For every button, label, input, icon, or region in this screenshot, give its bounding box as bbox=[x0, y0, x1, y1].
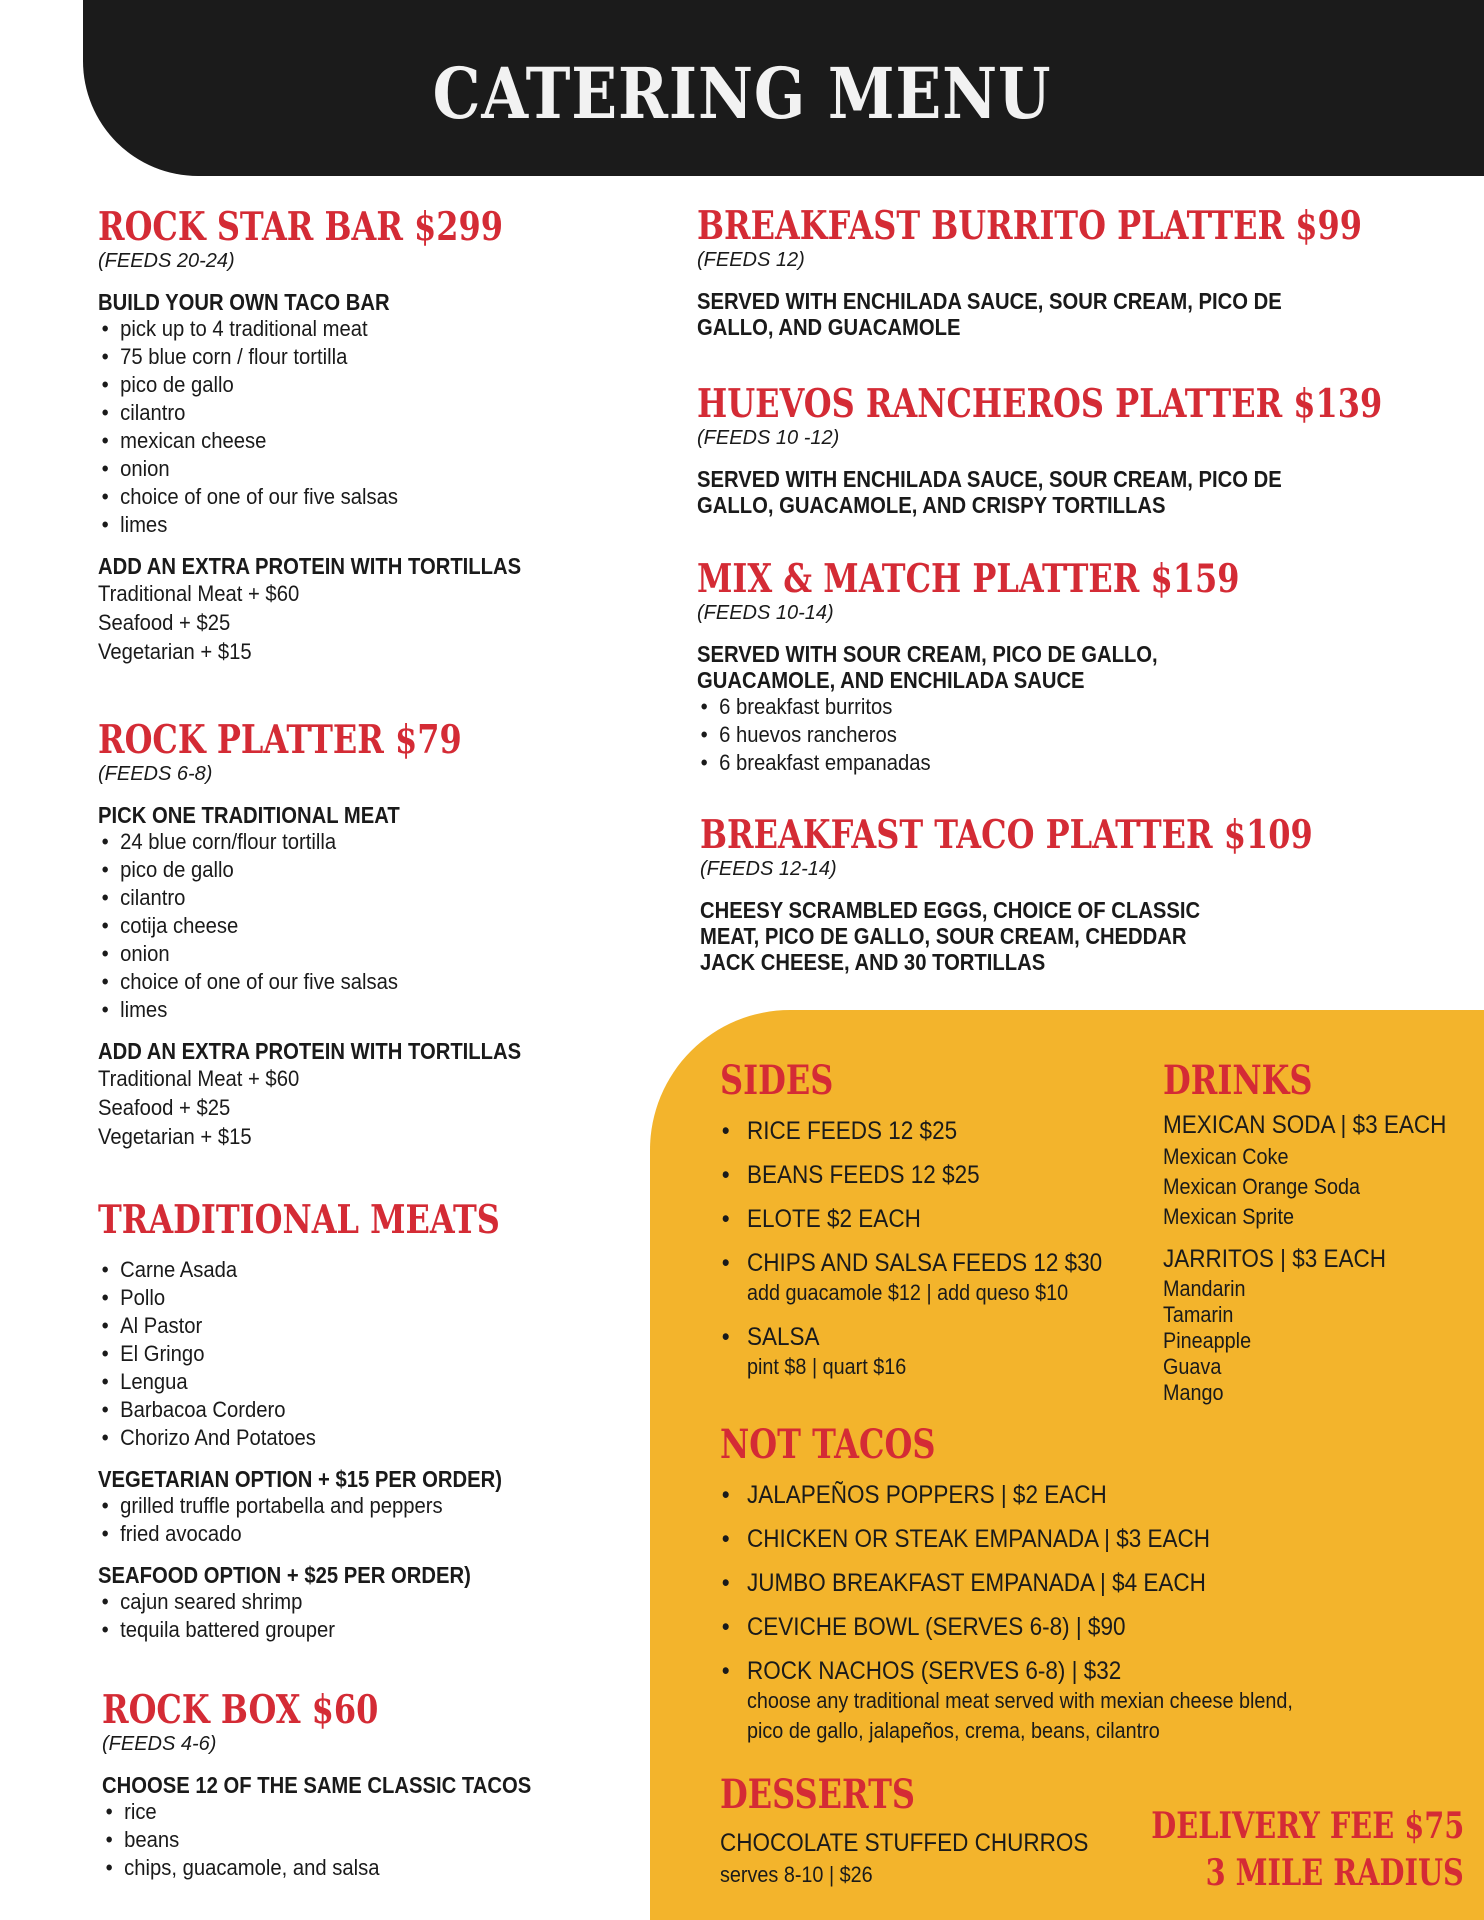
not-tacos-items bbox=[720, 1480, 1460, 1746]
rock-star-bar-items bbox=[98, 315, 638, 539]
list-item: • pico de gallo bbox=[98, 371, 595, 399]
list-item: • pick up to 4 traditional meat bbox=[98, 315, 595, 343]
delivery-fee-line1: DELIVERY FEE $75 bbox=[1150, 1805, 1464, 1847]
side-label: ELOTE $2 EACH bbox=[747, 1205, 921, 1233]
mix-match-section bbox=[697, 557, 1457, 791]
list-item: • onion bbox=[98, 940, 595, 968]
extra-line: Seafood + $25 bbox=[98, 1095, 231, 1120]
list-item: • 6 breakfast empanadas bbox=[697, 749, 1396, 777]
list-item: • beans bbox=[102, 1826, 599, 1854]
desserts-section bbox=[720, 1772, 1120, 1890]
list-item: • 6 breakfast burritos bbox=[697, 693, 1396, 721]
list-item bbox=[720, 1656, 1386, 1746]
mexican-soda-heading: MEXICAN SODA | $3 EACH bbox=[1163, 1111, 1447, 1139]
extra-line: Traditional Meat + $60 bbox=[98, 1066, 300, 1091]
list-item: • cajun seared shrimp bbox=[98, 1588, 595, 1616]
huevos-rancheros-section bbox=[697, 382, 1457, 518]
extra-line: Vegetarian + $15 bbox=[98, 1124, 252, 1149]
rock-box-section bbox=[102, 1688, 642, 1896]
drink-item: Mexican Sprite bbox=[1163, 1204, 1294, 1229]
dessert-item: CHOCOLATE STUFFED CHURROS bbox=[720, 1829, 1089, 1857]
list-item: • tequila battered grouper bbox=[98, 1616, 595, 1644]
traditional-meats-items bbox=[98, 1256, 638, 1452]
sides-section bbox=[720, 1058, 1160, 1396]
list-item bbox=[720, 1524, 1386, 1554]
extra-line: Traditional Meat + $60 bbox=[98, 581, 300, 606]
list-item bbox=[720, 1116, 1116, 1146]
breakfast-taco-feeds: (FEEDS 12-14) bbox=[700, 858, 837, 880]
drink-item: Mexican Coke bbox=[1163, 1144, 1289, 1169]
side-sub: pint $8 | quart $16 bbox=[747, 1354, 907, 1379]
list-item: • choice of one of our five salsas bbox=[98, 968, 595, 996]
rock-platter-items bbox=[98, 828, 638, 1024]
rock-platter-section bbox=[98, 718, 638, 1151]
list-item: • limes bbox=[98, 511, 595, 539]
header-banner bbox=[83, 0, 1484, 176]
list-item bbox=[720, 1248, 1116, 1308]
list-item: • pico de gallo bbox=[98, 856, 595, 884]
list-item: • mexican cheese bbox=[98, 427, 595, 455]
list-item bbox=[720, 1480, 1386, 1510]
breakfast-taco-desc: MEAT, PICO DE GALLO, SOUR CREAM, CHEDDAR bbox=[700, 923, 1187, 949]
side-label: BEANS FEEDS 12 $25 bbox=[747, 1161, 980, 1189]
not-tacos-title: NOT TACOS bbox=[720, 1421, 936, 1468]
seafood-option-heading: SEAFOOD OPTION + $25 PER ORDER) bbox=[98, 1562, 471, 1588]
not-taco-label: JUMBO BREAKFAST EMPANADA | $4 EACH bbox=[747, 1569, 1206, 1597]
list-item: • Al Pastor bbox=[98, 1312, 595, 1340]
rock-star-bar-section bbox=[98, 205, 638, 666]
dessert-sub: serves 8-10 | $26 bbox=[720, 1862, 873, 1887]
list-item: • 75 blue corn / flour tortilla bbox=[98, 343, 595, 371]
rock-star-bar-subtitle: BUILD YOUR OWN TACO BAR bbox=[98, 289, 390, 315]
rock-platter-subtitle: PICK ONE TRADITIONAL MEAT bbox=[98, 802, 400, 828]
breakfast-burrito-section bbox=[697, 204, 1457, 340]
mix-match-desc: SERVED WITH SOUR CREAM, PICO DE GALLO, bbox=[697, 641, 1158, 667]
not-taco-label: CEVICHE BOWL (SERVES 6-8) | $90 bbox=[747, 1613, 1126, 1641]
list-item bbox=[720, 1612, 1386, 1642]
list-item: • limes bbox=[98, 996, 595, 1024]
list-item: • choice of one of our five salsas bbox=[98, 483, 595, 511]
rock-box-subtitle: CHOOSE 12 OF THE SAME CLASSIC TACOS bbox=[102, 1772, 532, 1798]
list-item: • onion bbox=[98, 455, 595, 483]
breakfast-burrito-title: BREAKFAST BURRITO PLATTER $99 bbox=[697, 203, 1362, 249]
not-taco-label: CHICKEN OR STEAK EMPANADA | $3 EACH bbox=[747, 1525, 1211, 1553]
list-item: • chips, guacamole, and salsa bbox=[102, 1854, 599, 1882]
mix-match-items bbox=[697, 693, 1457, 777]
vegetarian-option-heading: VEGETARIAN OPTION + $15 PER ORDER) bbox=[98, 1466, 502, 1492]
list-item: • rice bbox=[102, 1798, 599, 1826]
list-item: • Lengua bbox=[98, 1368, 595, 1396]
list-item: • Barbacoa Cordero bbox=[98, 1396, 595, 1424]
side-label: RICE FEEDS 12 $25 bbox=[747, 1117, 958, 1145]
breakfast-burrito-desc: SERVED WITH ENCHILADA SAUCE, SOUR CREAM, PICO DE bbox=[697, 288, 1282, 314]
drink-item: Mandarin bbox=[1163, 1276, 1246, 1301]
rock-star-bar-feeds: (FEEDS 20-24) bbox=[98, 250, 235, 272]
huevos-rancheros-feeds: (FEEDS 10 -12) bbox=[697, 427, 840, 449]
list-item: • cotija cheese bbox=[98, 912, 595, 940]
rock-platter-title: ROCK PLATTER $79 bbox=[98, 717, 462, 763]
not-tacos-section bbox=[720, 1422, 1460, 1760]
rock-platter-extra-heading: ADD AN EXTRA PROTEIN WITH TORTILLAS bbox=[98, 1038, 522, 1064]
traditional-meats-section bbox=[98, 1198, 638, 1658]
side-label: CHIPS AND SALSA FEEDS 12 $30 bbox=[747, 1249, 1103, 1277]
rock-box-feeds: (FEEDS 4-6) bbox=[102, 1733, 217, 1755]
side-sub: add guacamole $12 | add queso $10 bbox=[747, 1280, 1069, 1305]
breakfast-taco-desc: CHEESY SCRAMBLED EGGS, CHOICE OF CLASSIC bbox=[700, 897, 1201, 923]
drink-item: Pineapple bbox=[1163, 1328, 1252, 1353]
list-item: • Chorizo And Potatoes bbox=[98, 1424, 595, 1452]
list-item: • cilantro bbox=[98, 399, 595, 427]
drink-item: Tamarin bbox=[1163, 1302, 1234, 1327]
vegetarian-option-items bbox=[98, 1492, 638, 1548]
huevos-rancheros-desc: SERVED WITH ENCHILADA SAUCE, SOUR CREAM, PICO DE bbox=[697, 466, 1282, 492]
sides-items bbox=[720, 1116, 1160, 1382]
drinks-section bbox=[1163, 1058, 1473, 1406]
traditional-meats-title: TRADITIONAL MEATS bbox=[98, 1197, 500, 1243]
desserts-title: DESSERTS bbox=[720, 1771, 915, 1818]
jarritos-heading: JARRITOS | $3 EACH bbox=[1163, 1245, 1387, 1273]
drink-item: Guava bbox=[1163, 1354, 1222, 1379]
huevos-rancheros-title: HUEVOS RANCHEROS PLATTER $139 bbox=[697, 381, 1383, 427]
list-item: • 24 blue corn/flour tortilla bbox=[98, 828, 595, 856]
drink-item: Mexican Orange Soda bbox=[1163, 1174, 1361, 1199]
list-item: • Pollo bbox=[98, 1284, 595, 1312]
side-label: SALSA bbox=[747, 1323, 820, 1351]
list-item: • cilantro bbox=[98, 884, 595, 912]
drink-item: Mango bbox=[1163, 1380, 1224, 1405]
rock-box-title: ROCK BOX $60 bbox=[102, 1687, 379, 1733]
rock-star-bar-extra-heading: ADD AN EXTRA PROTEIN WITH TORTILLAS bbox=[98, 553, 522, 579]
list-item bbox=[720, 1568, 1386, 1598]
not-taco-sub: pico de gallo, jalapeños, crema, beans, cilantro bbox=[747, 1718, 1160, 1743]
list-item: • El Gringo bbox=[98, 1340, 595, 1368]
mix-match-feeds: (FEEDS 10-14) bbox=[697, 602, 834, 624]
list-item: • Carne Asada bbox=[98, 1256, 595, 1284]
breakfast-taco-title: BREAKFAST TACO PLATTER $109 bbox=[700, 812, 1313, 858]
mix-match-desc: GUACAMOLE, AND ENCHILADA SAUCE bbox=[697, 667, 1085, 693]
list-item: • 6 huevos rancheros bbox=[697, 721, 1396, 749]
breakfast-taco-desc: JACK CHEESE, AND 30 TORTILLAS bbox=[700, 949, 1046, 975]
extra-line: Seafood + $25 bbox=[98, 610, 231, 635]
seafood-option-items bbox=[98, 1588, 638, 1644]
list-item bbox=[720, 1160, 1116, 1190]
mix-match-title: MIX & MATCH PLATTER $159 bbox=[697, 556, 1240, 602]
breakfast-burrito-feeds: (FEEDS 12) bbox=[697, 249, 805, 271]
rock-platter-feeds: (FEEDS 6-8) bbox=[98, 763, 213, 785]
huevos-rancheros-desc: GALLO, GUACAMOLE, AND CRISPY TORTILLAS bbox=[697, 492, 1166, 518]
sides-title: SIDES bbox=[720, 1057, 834, 1104]
not-taco-label: ROCK NACHOS (SERVES 6-8) | $32 bbox=[747, 1657, 1122, 1685]
not-taco-label: JALAPEÑOS POPPERS | $2 EACH bbox=[747, 1481, 1107, 1509]
list-item bbox=[720, 1322, 1116, 1382]
drinks-title: DRINKS bbox=[1163, 1057, 1313, 1104]
list-item: • fried avocado bbox=[98, 1520, 595, 1548]
page-title: CATERING MENU bbox=[432, 52, 1052, 135]
list-item: • grilled truffle portabella and peppers bbox=[98, 1492, 595, 1520]
rock-star-bar-title: ROCK STAR BAR $299 bbox=[98, 204, 504, 250]
rock-box-items bbox=[102, 1798, 642, 1882]
breakfast-taco-section bbox=[700, 813, 1460, 975]
list-item bbox=[720, 1204, 1116, 1234]
breakfast-burrito-desc: GALLO, AND GUACAMOLE bbox=[697, 314, 961, 340]
not-taco-sub: choose any traditional meat served with mexian cheese blend, bbox=[747, 1688, 1293, 1713]
extra-line: Vegetarian + $15 bbox=[98, 639, 252, 664]
delivery-fee-line2: 3 MILE RADIUS bbox=[1205, 1852, 1464, 1894]
